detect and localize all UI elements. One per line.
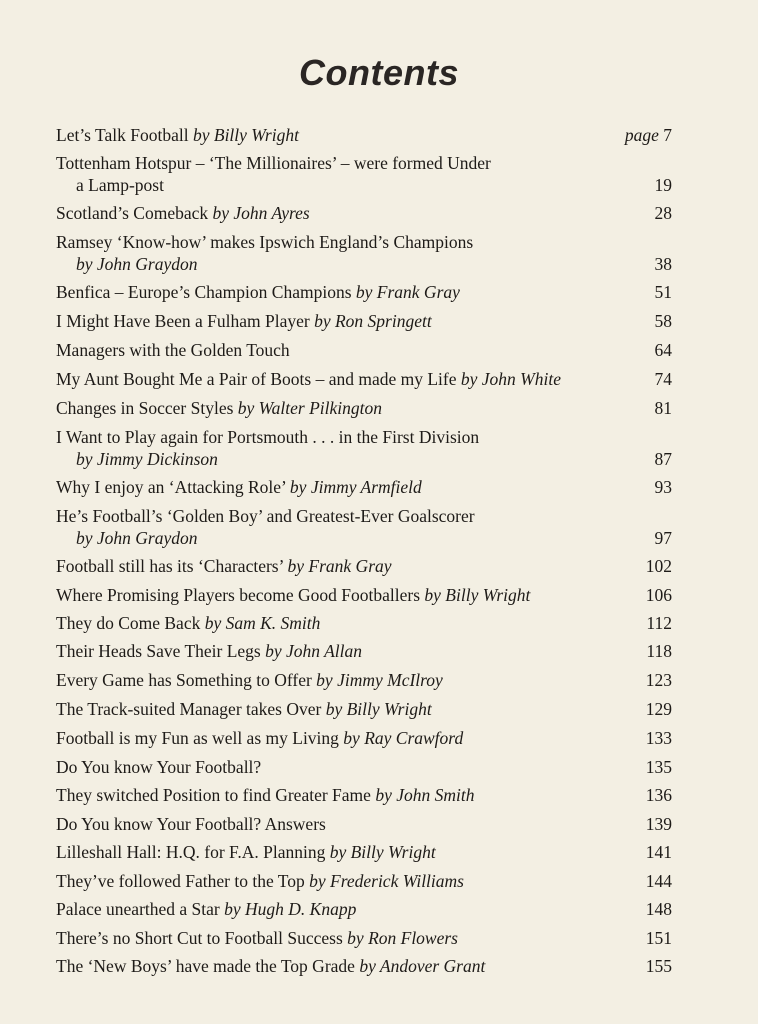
- entry-title: [56, 784, 672, 806]
- entry-title: [56, 927, 672, 949]
- entry-page-number: [646, 727, 672, 749]
- entry-title-text: a Lamp-post: [76, 175, 164, 195]
- page-number: 74: [654, 369, 672, 389]
- entry-title-text: Tottenham Hotspur – ‘The Millionaires’ – were formed Under: [56, 153, 491, 173]
- entry-page-number: [646, 898, 672, 920]
- entry-title-text: Palace unearthed a Star: [56, 899, 225, 919]
- entry-page-number: [655, 202, 673, 224]
- entry-title: [56, 124, 672, 146]
- entry-author: by Sam K. Smith: [204, 613, 321, 633]
- toc-entry: [56, 841, 672, 863]
- entry-title: [56, 669, 672, 691]
- page-title: Contents: [299, 52, 459, 93]
- entry-page-number: [646, 555, 672, 577]
- toc-entry: [56, 640, 672, 662]
- entry-author: by Billy Wright: [424, 585, 531, 605]
- entry-title-text: Their Heads Save Their Legs: [56, 641, 266, 661]
- entry-title-text: There’s no Short Cut to Football Success: [56, 928, 348, 948]
- page-number: 7: [663, 125, 672, 145]
- entry-title: [56, 310, 672, 332]
- entry-title-text: He’s Football’s ‘Golden Boy’ and Greatest-Ever Goalscorer: [56, 506, 475, 526]
- entry-title: [56, 152, 672, 174]
- entry-title-text: Do You know Your Football? Answers: [56, 814, 326, 834]
- entry-page-number: [646, 640, 672, 662]
- entry-title-continuation: [56, 527, 672, 549]
- entry-title: [56, 281, 672, 303]
- entry-title-continuation: [56, 253, 672, 275]
- entry-page-number: [646, 584, 672, 606]
- entry-title-continuation: [56, 448, 672, 470]
- entry-title-text: Football is my Fun as well as my Living: [56, 728, 344, 748]
- entry-author: by Billy Wright: [325, 699, 432, 719]
- page-number: 58: [654, 311, 672, 331]
- toc-entry: [56, 505, 672, 549]
- toc-entry: [56, 756, 672, 778]
- entry-page-number: [646, 841, 672, 863]
- entry-title: [56, 756, 672, 778]
- toc-entry: [56, 898, 672, 920]
- page-number: 93: [654, 477, 672, 497]
- entry-title-text: Scotland’s Comeback: [56, 203, 213, 223]
- entry-title-text: Managers with the Golden Touch: [56, 340, 290, 360]
- entry-title-text: Why I enjoy an ‘Attacking Role’: [56, 477, 290, 497]
- entry-title: [56, 368, 672, 390]
- entry-page-number: [646, 756, 672, 778]
- entry-author: by Ray Crawford: [343, 728, 464, 748]
- entry-title-text: Benfica – Europe’s Champion Champions: [56, 282, 356, 302]
- entry-title: [56, 397, 672, 419]
- entry-page-number: [646, 669, 672, 691]
- page-number: 144: [645, 871, 672, 891]
- toc-entry: [56, 698, 672, 720]
- entry-page-number: [646, 927, 672, 949]
- entry-page-number: [646, 870, 672, 892]
- page-number: 102: [645, 556, 672, 576]
- page-number: 129: [645, 699, 672, 719]
- toc-entry: [56, 813, 672, 835]
- entry-author: by Billy Wright: [192, 125, 299, 145]
- entry-title: [56, 813, 672, 835]
- entry-author: by Jimmy McIlroy: [316, 670, 443, 690]
- page-number: 155: [645, 956, 672, 976]
- entry-title-text: Changes in Soccer Styles: [56, 398, 238, 418]
- entry-title-text: Ramsey ‘Know-how’ makes Ipswich England’s Champions: [56, 232, 474, 252]
- toc-entry: [56, 397, 672, 419]
- entry-title-text: I Might Have Been a Fulham Player: [56, 311, 315, 331]
- toc-entry: [56, 612, 672, 634]
- entry-page-number: [655, 476, 673, 498]
- page-number: 28: [654, 203, 672, 223]
- entry-author: by John Graydon: [76, 528, 198, 548]
- toc-entry: [56, 727, 672, 749]
- entry-title-text: Football still has its ‘Characters’: [56, 556, 288, 576]
- toc-entry: [56, 784, 672, 806]
- entry-title: [56, 555, 672, 577]
- entry-author: by John Graydon: [76, 254, 198, 274]
- toc-entry: [56, 152, 672, 196]
- entry-title: [56, 727, 672, 749]
- entry-title: [56, 505, 672, 527]
- entry-title: [56, 584, 672, 606]
- entry-title: [56, 870, 672, 892]
- entry-title-text: My Aunt Bought Me a Pair of Boots – and made my Life: [56, 369, 461, 389]
- entry-page-number: [655, 397, 673, 419]
- entry-title-text: Lilleshall Hall: H.Q. for F.A. Planning: [56, 842, 330, 862]
- page-prefix: page: [624, 125, 664, 145]
- entry-title-text: Do You know Your Football?: [56, 757, 262, 777]
- entry-page-number: [646, 955, 672, 977]
- page-number: 38: [654, 254, 672, 274]
- toc-entry: [56, 870, 672, 892]
- entry-author: by Frederick Williams: [309, 871, 464, 891]
- toc-entry: [56, 955, 672, 977]
- page-number: 97: [654, 528, 672, 548]
- toc-entry: [56, 927, 672, 949]
- entry-title-text: They switched Position to find Greater Fame: [56, 785, 376, 805]
- entry-page-number: [646, 698, 672, 720]
- toc-entry: [56, 281, 672, 303]
- page-number: 139: [645, 814, 672, 834]
- toc-entry: [56, 476, 672, 498]
- entry-title: [56, 426, 672, 448]
- page-number: 151: [645, 928, 672, 948]
- entry-title-text: Where Promising Players become Good Footballers: [56, 585, 425, 605]
- page-number: 19: [654, 175, 672, 195]
- toc-entry: [56, 339, 672, 361]
- page-number: 135: [645, 757, 672, 777]
- entry-author: by Frank Gray: [355, 282, 460, 302]
- toc-entry: [56, 231, 672, 275]
- page-number: 123: [645, 670, 672, 690]
- toc-entry: [56, 368, 672, 390]
- entry-author: by Jimmy Dickinson: [76, 449, 218, 469]
- entry-page-number: [655, 253, 673, 275]
- entry-page-number: [655, 368, 673, 390]
- entry-title-text: I Want to Play again for Portsmouth . . . in the First Division: [56, 427, 480, 447]
- entry-author: by Andover Grant: [359, 956, 486, 976]
- toc-entry: [56, 555, 672, 577]
- page-number: 141: [645, 842, 672, 862]
- toc-entry: [56, 584, 672, 606]
- toc-entry: [56, 310, 672, 332]
- toc-entry: [56, 202, 672, 224]
- entry-title: [56, 231, 672, 253]
- entry-author: by Billy Wright: [329, 842, 436, 862]
- entry-title: [56, 898, 672, 920]
- entry-author: by Ron Flowers: [347, 928, 458, 948]
- page-number: 133: [645, 728, 672, 748]
- entry-page-number: [655, 310, 673, 332]
- entry-title: [56, 202, 672, 224]
- page-number: 118: [646, 641, 672, 661]
- entry-page-number: [625, 124, 672, 146]
- page-number: 51: [654, 282, 672, 302]
- page-number: 81: [654, 398, 672, 418]
- entry-page-number: [646, 813, 672, 835]
- page-number: 112: [646, 613, 672, 633]
- page-number: 136: [645, 785, 672, 805]
- page-number: 87: [654, 449, 672, 469]
- entry-page-number: [655, 339, 673, 361]
- page-number: 148: [645, 899, 672, 919]
- entry-page-number: [655, 281, 673, 303]
- entry-author: by Jimmy Armfield: [289, 477, 422, 497]
- entry-title: [56, 612, 672, 634]
- entry-title-text: The Track-suited Manager takes Over: [56, 699, 326, 719]
- entry-title-text: Let’s Talk Football: [56, 125, 193, 145]
- entry-title: [56, 640, 672, 662]
- entry-title: [56, 476, 672, 498]
- entry-title: [56, 698, 672, 720]
- entry-author: by Hugh D. Knapp: [224, 899, 357, 919]
- entry-title-text: The ‘New Boys’ have made the Top Grade: [56, 956, 360, 976]
- entry-title: [56, 339, 672, 361]
- entry-page-number: [655, 448, 673, 470]
- entry-page-number: [646, 784, 672, 806]
- entry-author: by John White: [460, 369, 561, 389]
- toc-entry: [56, 124, 672, 146]
- entry-author: by Ron Springett: [314, 311, 432, 331]
- entry-author: by John Ayres: [212, 203, 310, 223]
- entry-title-text: Every Game has Something to Offer: [56, 670, 317, 690]
- entry-author: by Walter Pilkington: [237, 398, 382, 418]
- toc-entry: [56, 669, 672, 691]
- entry-title: [56, 955, 672, 977]
- entry-title-text: They’ve followed Father to the Top: [56, 871, 310, 891]
- entry-author: by John Allan: [265, 641, 363, 661]
- entry-page-number: [655, 174, 673, 196]
- page-number: 106: [645, 585, 672, 605]
- page-number: 64: [654, 340, 672, 360]
- entry-title-continuation: [56, 174, 672, 196]
- entry-author: by Frank Gray: [287, 556, 392, 576]
- toc-entry: [56, 426, 672, 470]
- entry-title-text: They do Come Back: [56, 613, 205, 633]
- entry-page-number: [655, 527, 673, 549]
- entry-author: by John Smith: [375, 785, 475, 805]
- entry-title: [56, 841, 672, 863]
- entry-page-number: [646, 612, 672, 634]
